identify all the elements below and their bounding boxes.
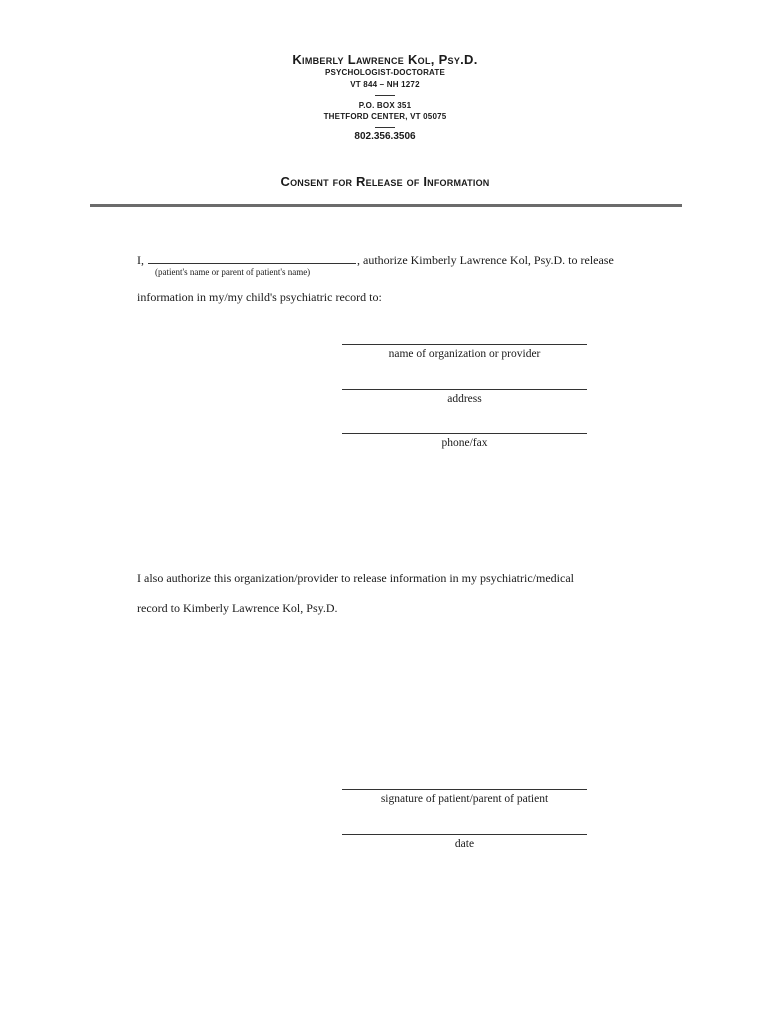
letterhead-license: VT 844 – NH 1272 [350,80,420,89]
signature-label: signature of patient/parent of patient [380,793,549,805]
letterhead-title: PSYCHOLOGIST-DOCTORATE [324,68,446,77]
authorization-continuation: information in my/my child's psychiatric record to: [137,290,382,304]
date-field[interactable] [342,834,587,835]
address-field[interactable] [342,389,587,390]
letterhead-name: Kimberly Lawrence Kol, Psy.D. [292,52,478,67]
letterhead-divider [375,127,395,128]
reverse-authorization-line1: I also authorize this organization/provider to release information in my psychiatric/medical [137,571,574,585]
organization-name-field[interactable] [342,344,587,345]
intro-prefix: I, [137,253,144,267]
letterhead-divider [375,95,395,96]
authorization-line [137,253,614,268]
organization-name-label: name of organization or provider [388,348,541,360]
letterhead-address-line2: THETFORD CENTER, VT 05075 [323,112,447,121]
letterhead-address-line1: P.O. BOX 351 [358,101,412,110]
intro-suffix: , authorize Kimberly Lawrence Kol, Psy.D. to release [357,253,614,267]
patient-name-field[interactable] [148,253,356,264]
address-label: address [447,393,482,405]
phone-fax-label: phone/fax [441,437,488,449]
document-title: Consent for Release of Information [280,174,490,189]
title-divider [90,204,682,207]
patient-name-hint: (patient's name or parent of patient's name) [155,267,311,277]
phone-fax-field[interactable] [342,433,587,434]
signature-field[interactable] [342,789,587,790]
date-label: date [454,838,475,850]
letterhead-phone: 802.356.3506 [354,131,416,142]
reverse-authorization-line2: record to Kimberly Lawrence Kol, Psy.D. [137,601,338,615]
